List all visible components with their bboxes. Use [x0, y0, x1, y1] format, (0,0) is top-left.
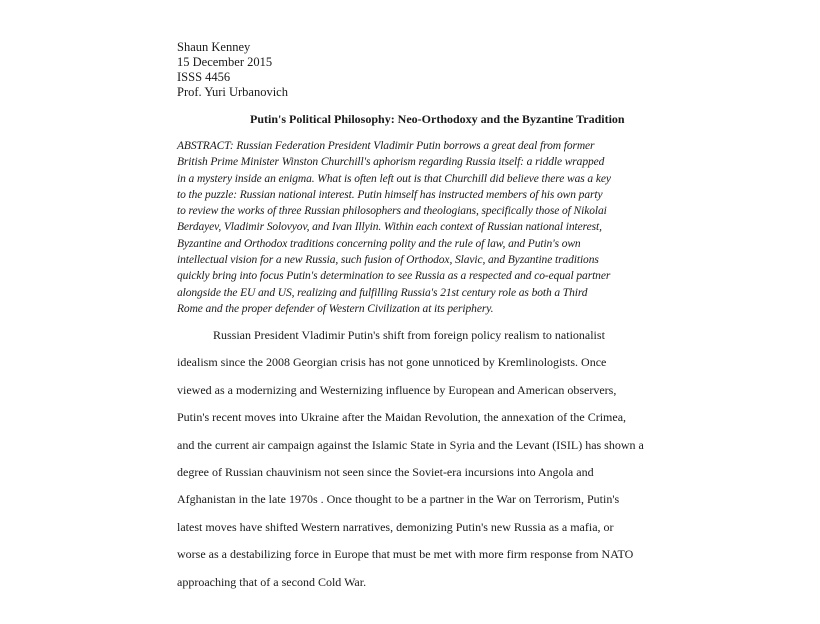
document-date: 15 December 2015 [177, 55, 273, 69]
abstract-line: alongside the EU and US, realizing and fulfilling Russia's 21st century role as both a Third [177, 286, 588, 299]
body-line: latest moves have shifted Western narratives, demonizing Putin's new Russia as a mafia, or [177, 519, 614, 534]
abstract-line: in a mystery inside an enigma. What is often left out is that Churchill did believe there was a key [177, 172, 611, 185]
body-line: and the current air campaign against the Islamic State in Syria and the Levant (ISIL) has shown a [177, 437, 644, 452]
abstract-line: ABSTRACT: Russian Federation President Vladimir Putin borrows a great deal from former [177, 140, 595, 152]
body-line: degree of Russian chauvinism not seen since the Soviet-era incursions into Angola and [177, 465, 594, 480]
body-line: idealism since the 2008 Georgian crisis has not gone unnoticed by Kremlinologists. Once [177, 355, 607, 370]
abstract-line: intellectual vision for a new Russia, such fusion of Orthodox, Slavic, and Byzantine traditions [177, 254, 599, 267]
abstract-line: quickly bring into focus Putin's determination to see Russia as a respected and co-equal partner [177, 270, 611, 283]
document-title: Putin's Political Philosophy: Neo-Orthodoxy and the Byzantine Tradition [250, 112, 625, 126]
abstract [177, 138, 611, 317]
abstract-line: Byzantine and Orthodox traditions concerning polity and the rule of law, and Putin's own [177, 237, 581, 250]
professor-name: Prof. Yuri Urbanovich [177, 85, 288, 99]
abstract-line: Rome and the proper defender of Western Civilization at its periphery. [177, 302, 494, 315]
document-header [177, 40, 288, 100]
abstract-line: Berdayev, Vladimir Solovyov, and Ivan Illyin. Within each context of Russian national interest, [177, 221, 602, 234]
abstract-line: British Prime Minister Winston Churchill's aphorism regarding Russia itself: a riddle wrapped [177, 156, 605, 169]
abstract-line: to the puzzle: Russian national interest. Putin himself has instructed members of his own party [177, 188, 603, 201]
body-line: viewed as a modernizing and Westernizing influence by European and American observers, [177, 382, 617, 397]
body-paragraph [177, 322, 644, 596]
body-line: Afghanistan in the late 1970s . Once thought to be a partner in the War on Terrorism, Putin's [177, 492, 620, 507]
body-line: Putin's recent moves into Ukraine after the Maidan Revolution, the annexation of the Crimea, [177, 410, 627, 425]
body-line: approaching that of a second Cold War. [177, 574, 367, 589]
body-line: Russian President Vladimir Putin's shift from foreign policy realism to nationalist [213, 328, 605, 342]
author-name: Shaun Kenney [177, 40, 251, 54]
course-code: ISSS 4456 [177, 70, 231, 84]
body-line: worse as a destabilizing force in Europe that must be met with more firm response from NATO [177, 547, 634, 562]
abstract-line: to review the works of three Russian philosophers and theologians, specifically those of Nikolai [177, 205, 607, 218]
